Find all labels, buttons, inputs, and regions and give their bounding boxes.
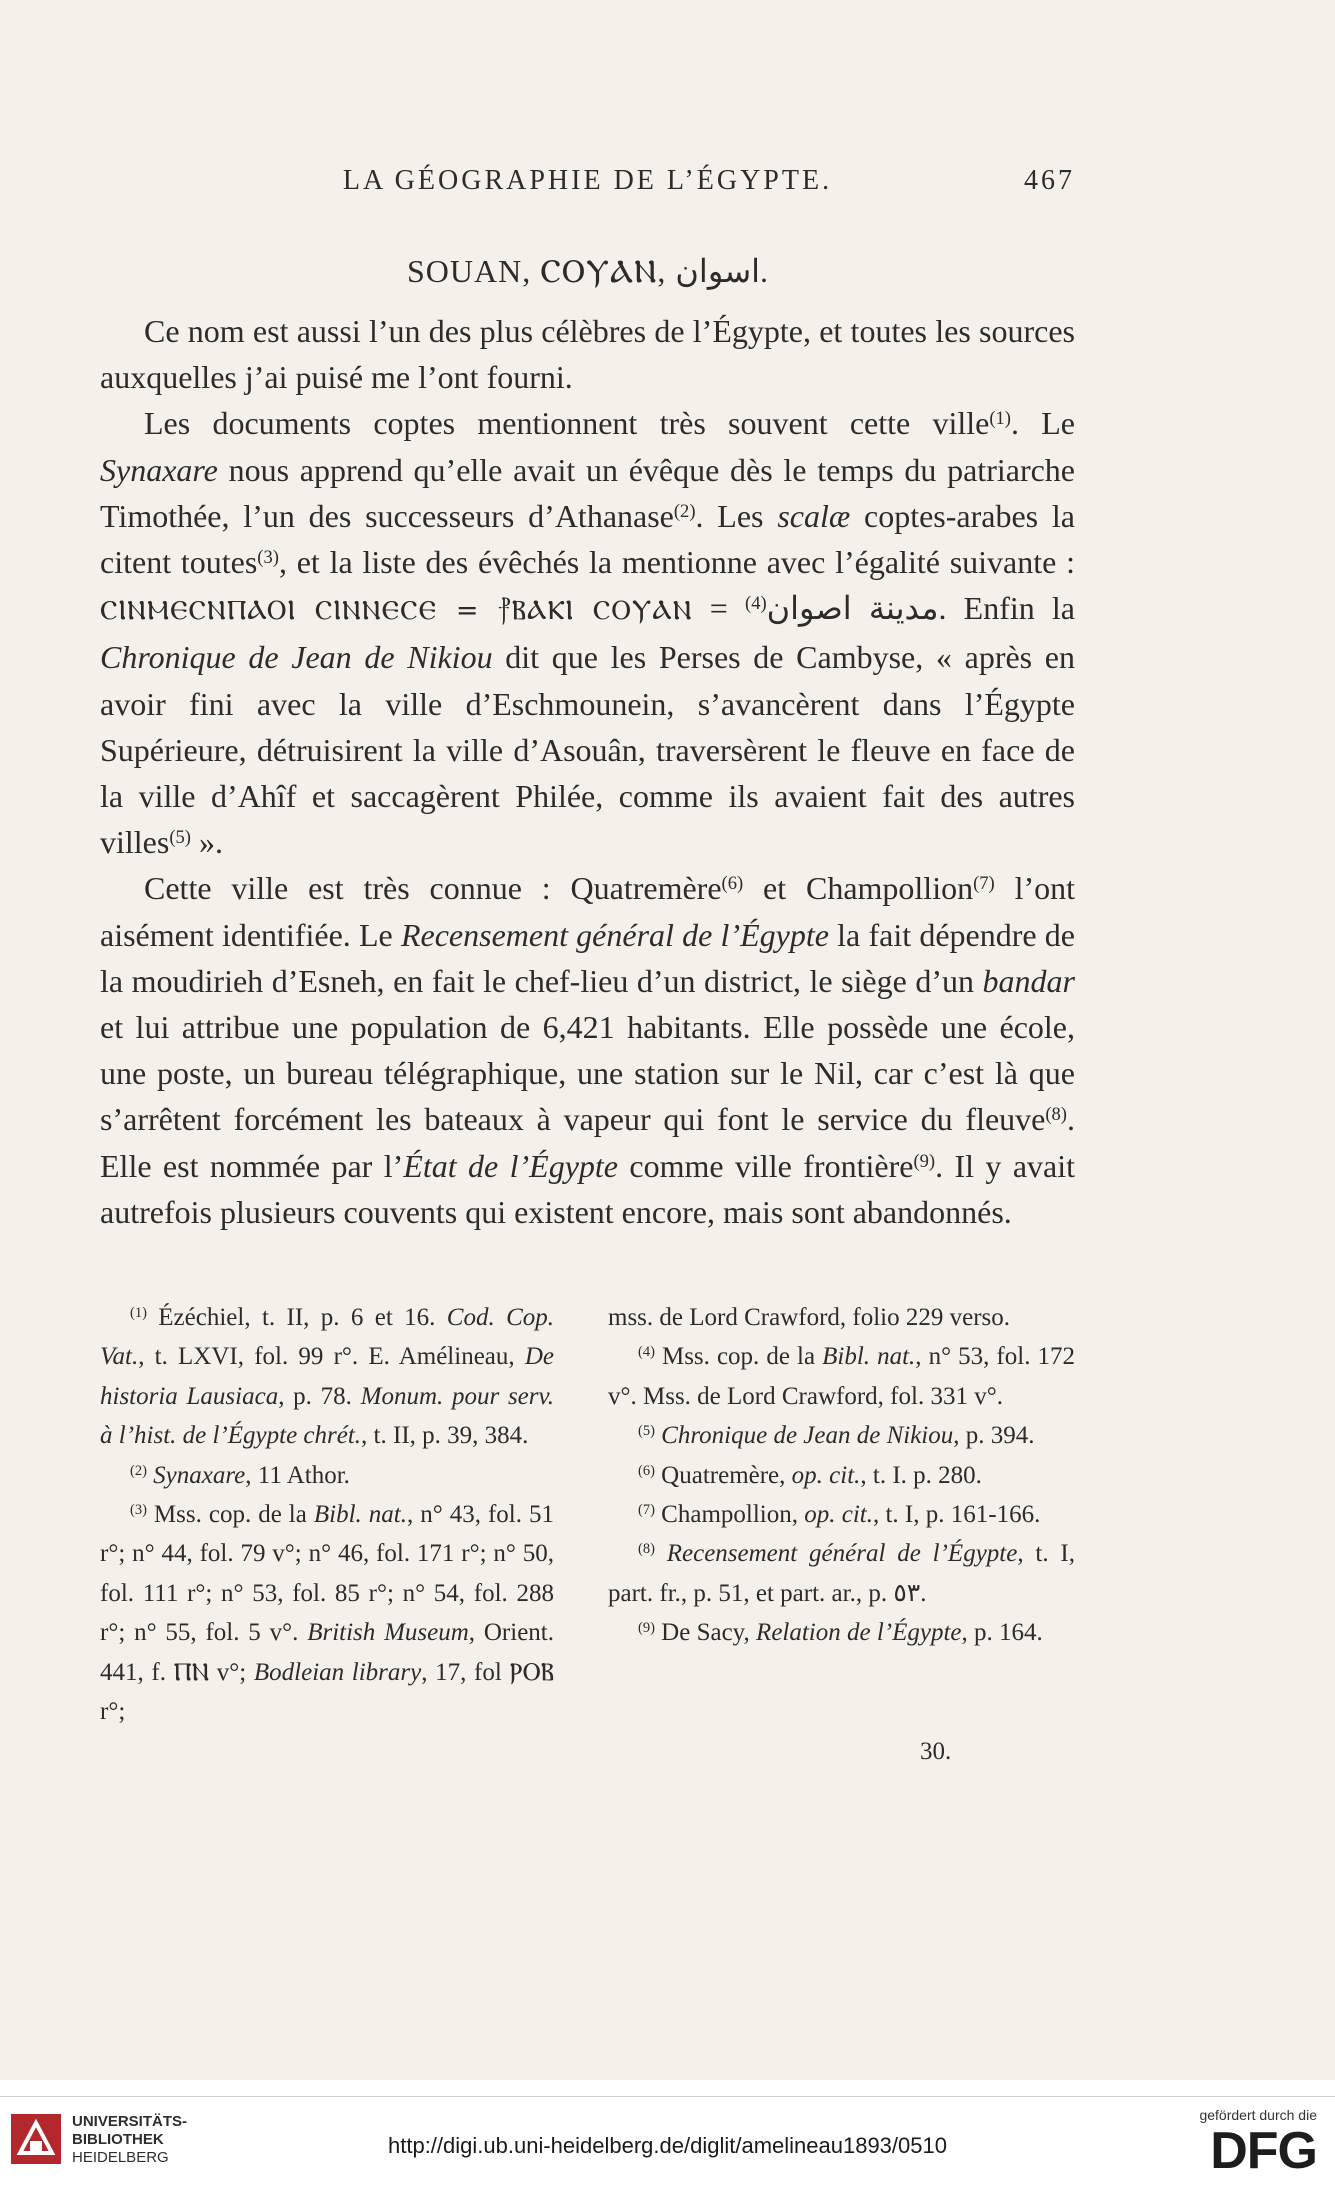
footnote-number: (7) [638, 1502, 655, 1519]
text-run: dit que les Perses de Cambyse, « après en avoir fini avec la ville d’Eschmounein, s’avancèrent dans l’Égypte Supérieure, détruisirent la ville d’Asouân, traversèrent le fleuve en face de la ville d’Ahîf et saccagèrent Philée, comme ils avaient fait des autres villes [100, 639, 1076, 861]
footnote-number: (4) [638, 1344, 655, 1361]
footnote-2 [100, 1456, 554, 1495]
footnote-ref: (2) [673, 500, 696, 522]
library-name-line: UNIVERSITÄTS- [72, 2113, 188, 2130]
library-name-line: BIBLIOTHEK [72, 2131, 164, 2148]
italic-run: Bodleian library [253, 1658, 422, 1686]
italic-run: bandar [982, 962, 1075, 999]
footnote-ref: (6) [721, 873, 744, 895]
footnote-ref: (7) [973, 873, 995, 895]
italic-run: État de l’Égypte [403, 1147, 619, 1184]
text-run: l’ont aisément identifiée. Le [100, 870, 1076, 953]
footnotes-left-column [100, 1298, 554, 1731]
text-run: , 17, fol ⲢⲞⲂ r°; [100, 1658, 554, 1726]
paragraph [100, 865, 1075, 1235]
footnote-8 [608, 1534, 1075, 1613]
italic-run: Synaxare [146, 1461, 246, 1489]
text-run: et lui attribue une population de 6,421 habitants. Elle possède une école, une poste, un bureau télégraphique, une station sur le Nil, car c’est là que s’arrêtent forcément les bateaux à vapeur qui font le service du fleuve [100, 1009, 1075, 1138]
text-run: Mss. cop. de la [654, 1343, 823, 1371]
text-run: . Elle est nommée par l’ [100, 1101, 1075, 1184]
section-title: SOUAN, ⲤⲞⲨⲀⲚ, اسوان. [406, 253, 769, 289]
footnote-number: (8) [638, 1541, 655, 1558]
text-run: , t. LXVI, fol. 99 r°. E. Amélineau, [138, 1343, 525, 1371]
italic-run: Synaxare [100, 451, 218, 488]
italic-run: op. cit. [804, 1501, 873, 1529]
text-run: , n° 43, fol. 51 r°; n° 44, fol. 79 v°; n° 46, fol. 171 r°; n° 50, fol. 111 r°; n° 53, fol. 85 r°; n° 54, fol. 288 r°; n° 55, fol. 5 v°. [100, 1501, 555, 1647]
text-run: . Le [1011, 405, 1076, 442]
text-run: , p. 78. [278, 1382, 361, 1410]
funded-by-text: gefördert durch die [1199, 2107, 1317, 2123]
text-run: , et la liste des évêchés la mentionne avec l’égalité suivante : [278, 544, 1076, 581]
text-run: , t. I, part. fr., p. 51, et part. ar., p. ٥٣. [608, 1540, 1075, 1607]
text-run: comme ville frontière [618, 1147, 914, 1184]
running-header [100, 165, 1075, 205]
italic-run: scalæ [777, 497, 851, 534]
italic-run: Relation de l’Égypte [756, 1619, 962, 1647]
text-run: , 11 Athor. [245, 1461, 350, 1489]
footnote-3 [100, 1495, 554, 1731]
footnote-5 [608, 1416, 1075, 1455]
footnote-number: (2) [130, 1462, 147, 1479]
text-run: Cette ville est très connue : Quatremère [144, 870, 722, 907]
footnote-number: (9) [638, 1620, 655, 1637]
footnote-1 [100, 1298, 554, 1456]
arabic-text: = مدينة اصوان [692, 590, 939, 627]
dfg-logo[interactable] [1167, 2107, 1317, 2179]
text-run: , t. II, p. 39, 384. [361, 1422, 529, 1450]
text-run: , p. 164. [961, 1619, 1043, 1647]
text-run: Ézéchiel, t. II, p. 6 et 16. [146, 1304, 447, 1331]
italic-run: Monum. pour serv. à l’hist. de l’Égypte chrét. [100, 1382, 554, 1450]
text-run: . Les [695, 497, 778, 534]
footnote-number: (6) [638, 1462, 655, 1479]
footnote-number: (5) [638, 1423, 655, 1440]
paragraph [100, 400, 1075, 865]
footnote-3-continued: mss. de Lord Crawford, folio 229 verso. [608, 1304, 1011, 1331]
footnote-6 [608, 1456, 1075, 1495]
text-run: Quatremère, [654, 1461, 792, 1489]
text-run: , p. 394. [953, 1422, 1035, 1450]
text-run: , Orient. 441, f. ⲠⲚ v°; [100, 1619, 554, 1686]
italic-run: British Museum [307, 1619, 469, 1647]
footnotes-right-column [608, 1298, 1075, 1653]
viewer-footer [0, 2096, 1335, 2192]
text-run: nous apprend qu’elle avait un évêque dès le temps du patriarche Timothée, l’un des successeurs d’Athanase [100, 451, 1075, 534]
permalink[interactable]: http://digi.ub.uni-heidelberg.de/diglit/amelineau1893/0510 [388, 2133, 947, 2158]
paragraph [100, 308, 1075, 400]
footnote-number: (3) [130, 1502, 147, 1519]
footnote-9 [608, 1613, 1075, 1652]
text-run: coptes-arabes la citent toutes [100, 497, 1076, 581]
footnote-ref: (1) [989, 408, 1011, 430]
italic-run: Bibl. nat. [313, 1501, 407, 1529]
text-run: la fait dépendre de la moudirieh d’Esneh, en fait le chef-lieu d’un district, le siège d’un [100, 916, 1076, 999]
italic-run: De historia Lausiaca [100, 1343, 554, 1410]
italic-run: Chronique de Jean de Nikiou [654, 1422, 954, 1450]
running-title: LA GÉOGRAPHIE DE L’ÉGYPTE. [342, 165, 833, 196]
text-run: , t. I. p. 280. [860, 1461, 982, 1489]
paragraph-text: Ce nom est aussi l’un des plus célèbres de l’Égypte, et toutes les sources auxquelles j’ai puisé me l’ont fourni. [100, 313, 1075, 396]
text-run: Les documents coptes mentionnent très souvent cette ville [144, 405, 990, 442]
text-run: De Sacy, [654, 1619, 757, 1647]
text-run: , t. I, p. 161-166. [872, 1501, 1041, 1529]
text-run: . Enfin la [938, 590, 1075, 627]
text-run: ». [190, 824, 223, 861]
footnote-ref: (3) [257, 546, 279, 568]
text-run: , n° 53, fol. 172 v°. Mss. de Lord Crawford, fol. 331 v°. [608, 1343, 1076, 1410]
footnote-4 [608, 1337, 1075, 1416]
signature-mark: 30. [920, 1738, 952, 1765]
italic-run: Recensement général de l’Égypte [400, 916, 829, 953]
dfg-wordmark: DFG [1210, 2122, 1317, 2180]
footnote-ref: (4) [745, 593, 767, 615]
italic-run: Cod. Cop. Vat. [100, 1304, 554, 1371]
italic-run: Chronique de Jean de Nikiou [100, 639, 493, 676]
coptic-text: ⲤⲒⲚⲘⲈⲤⲚⲠⲀⲞⲒ ⲤⲒⲚⲚⲈⲤⲈ = ⳨ⲂⲀⲔⲒ ⲤⲞⲨⲀⲚ [100, 595, 693, 627]
italic-run: op. cit. [791, 1461, 861, 1489]
text-run: et Champollion [743, 870, 974, 907]
body-text [100, 308, 1075, 1235]
footnote-ref: (9) [913, 1150, 936, 1172]
library-name-line: HEIDELBERG [72, 2149, 169, 2166]
footnote-7 [608, 1495, 1075, 1534]
text-run: Mss. cop. de la [146, 1501, 314, 1529]
text-run: Champollion, [654, 1501, 805, 1529]
footnote-ref: (5) [169, 827, 191, 849]
footnote-ref: (8) [1045, 1104, 1067, 1126]
footnote-number: (1) [130, 1305, 147, 1322]
italic-run: Recensement général de l’Égypte [654, 1540, 1018, 1568]
text-run: . Il y avait autrefois plusieurs couvents qui existent encore, mais sont abandonnés. [100, 1147, 1076, 1230]
italic-run: Bibl. nat. [822, 1343, 916, 1371]
page-number: 467 [1024, 165, 1075, 196]
